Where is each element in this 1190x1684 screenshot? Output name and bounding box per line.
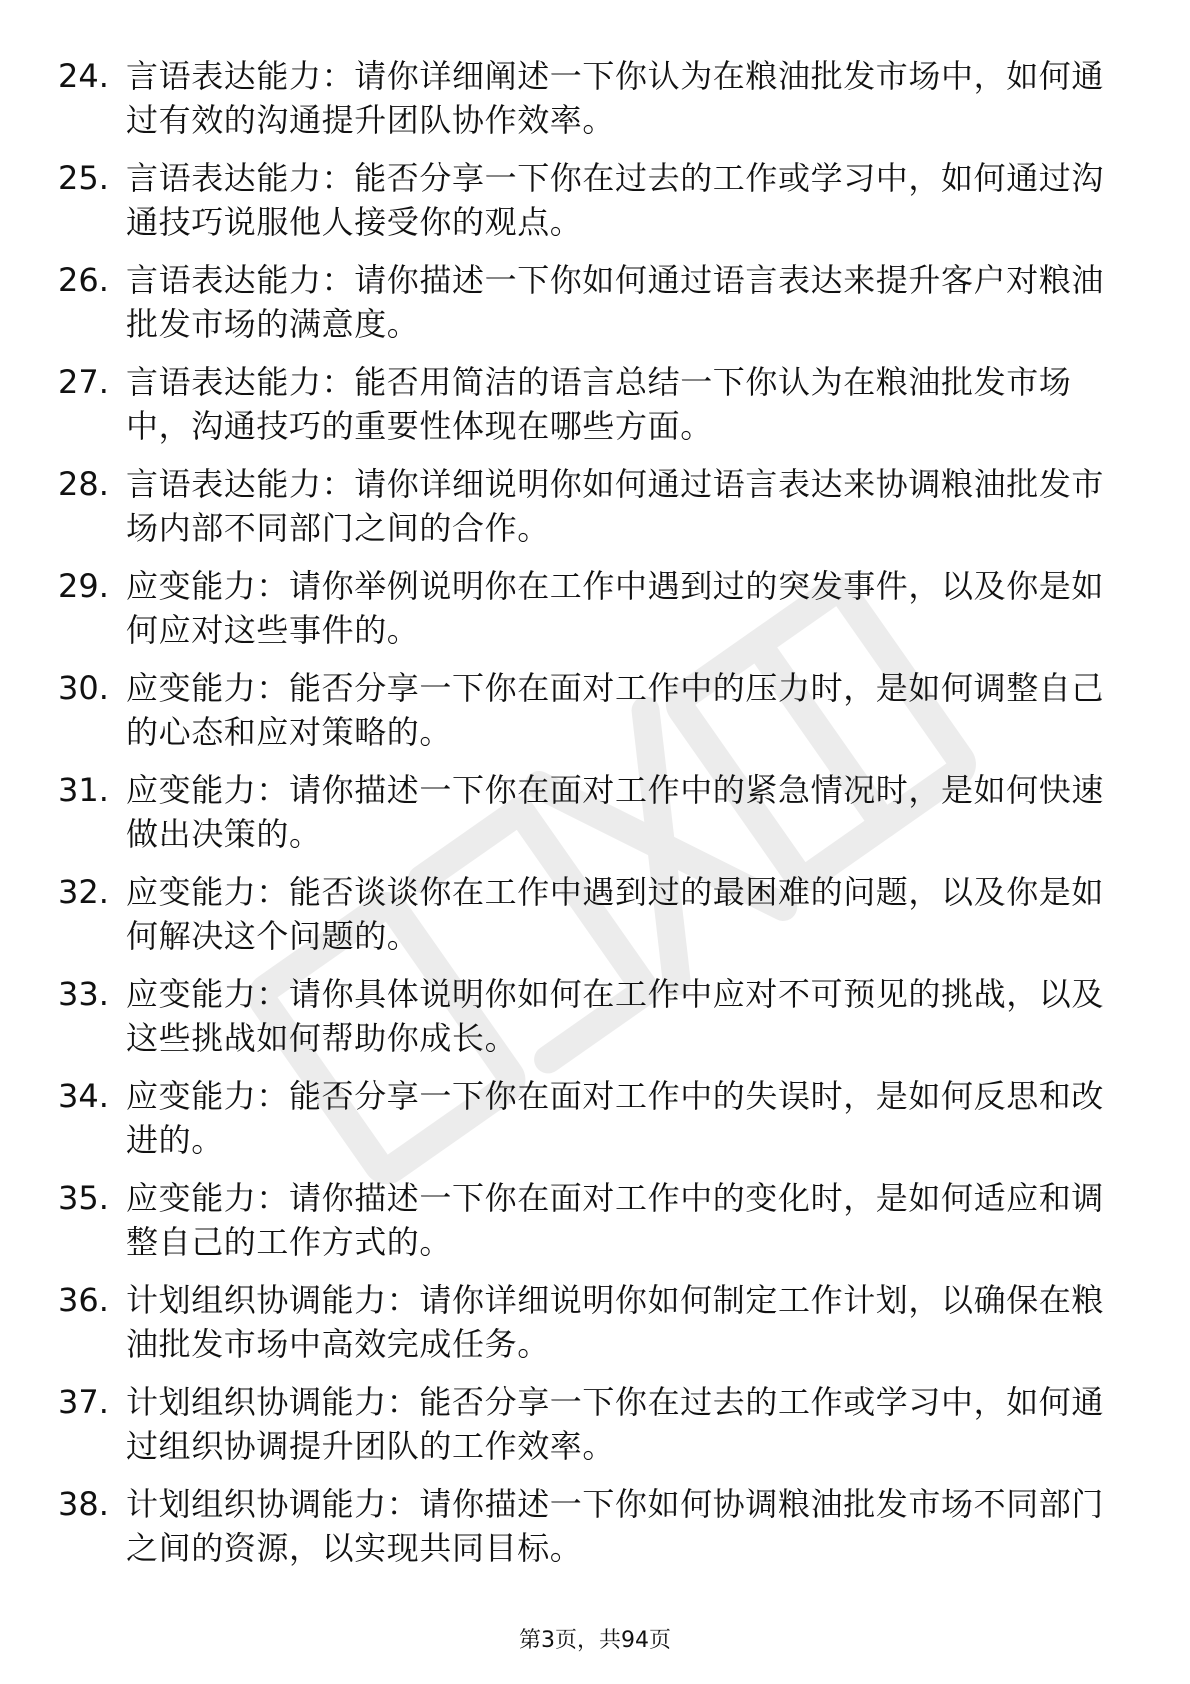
item-number: 33. — [58, 975, 109, 1013]
item-number: 28. — [58, 465, 109, 503]
item-number: 38. — [58, 1485, 109, 1523]
item-text: 应变能力：请你描述一下你在面对工作中的变化时，是如何适应和调整自己的工作方式的。 — [126, 1179, 1105, 1261]
list-item — [58, 360, 1118, 462]
item-text: 言语表达能力：能否分享一下你在过去的工作或学习中，如何通过沟通技巧说服他人接受你的观点。 — [126, 159, 1105, 241]
list-item — [58, 870, 1118, 972]
item-number: 31. — [58, 771, 109, 809]
question-list — [58, 54, 1118, 1584]
item-number: 24. — [58, 57, 109, 95]
item-number: 26. — [58, 261, 109, 299]
item-text: 应变能力：请你举例说明你在工作中遇到过的突发事件，以及你是如何应对这些事件的。 — [126, 567, 1105, 649]
item-number: 25. — [58, 159, 109, 197]
item-text: 言语表达能力：请你详细说明你如何通过语言表达来协调粮油批发市场内部不同部门之间的合作。 — [126, 465, 1105, 547]
item-number: 32. — [58, 873, 109, 911]
item-number: 29. — [58, 567, 109, 605]
item-text: 计划组织协调能力：能否分享一下你在过去的工作或学习中，如何通过组织协调提升团队的工作效率。 — [126, 1383, 1105, 1465]
list-item — [58, 1482, 1118, 1584]
list-item — [58, 972, 1118, 1074]
list-item — [58, 1176, 1118, 1278]
list-item — [58, 1278, 1118, 1380]
item-text: 计划组织协调能力：请你描述一下你如何协调粮油批发市场不同部门之间的资源，以实现共同目标。 — [126, 1485, 1105, 1567]
page-indicator: 第3页，共94页 — [519, 1628, 671, 1653]
item-text: 应变能力：请你具体说明你如何在工作中应对不可预见的挑战，以及这些挑战如何帮助你成长。 — [126, 975, 1105, 1057]
item-number: 36. — [58, 1281, 109, 1319]
list-item — [58, 768, 1118, 870]
list-item — [58, 258, 1118, 360]
list-item — [58, 564, 1118, 666]
item-number: 37. — [58, 1383, 109, 1421]
list-item — [58, 1074, 1118, 1176]
item-text: 计划组织协调能力：请你详细说明你如何制定工作计划，以确保在粮油批发市场中高效完成任务。 — [126, 1281, 1105, 1363]
list-item — [58, 666, 1118, 768]
item-text: 应变能力：能否分享一下你在面对工作中的压力时，是如何调整自己的心态和应对策略的。 — [126, 669, 1105, 751]
item-text: 言语表达能力：能否用简洁的语言总结一下你认为在粮油批发市场中，沟通技巧的重要性体现在哪些方面。 — [126, 363, 1072, 445]
list-item — [58, 1380, 1118, 1482]
list-item — [58, 462, 1118, 564]
item-number: 30. — [58, 669, 109, 707]
item-text: 言语表达能力：请你描述一下你如何通过语言表达来提升客户对粮油批发市场的满意度。 — [126, 261, 1105, 343]
item-text: 应变能力：能否分享一下你在面对工作中的失误时，是如何反思和改进的。 — [126, 1077, 1105, 1159]
item-text: 应变能力：请你描述一下你在面对工作中的紧急情况时，是如何快速做出决策的。 — [126, 771, 1105, 853]
item-number: 27. — [58, 363, 109, 401]
item-text: 言语表达能力：请你详细阐述一下你认为在粮油批发市场中，如何通过有效的沟通提升团队协作效率。 — [126, 57, 1105, 139]
item-text: 应变能力：能否谈谈你在工作中遇到过的最困难的问题，以及你是如何解决这个问题的。 — [126, 873, 1105, 955]
list-item — [58, 156, 1118, 258]
item-number: 34. — [58, 1077, 109, 1115]
item-number: 35. — [58, 1179, 109, 1217]
list-item — [58, 54, 1118, 156]
